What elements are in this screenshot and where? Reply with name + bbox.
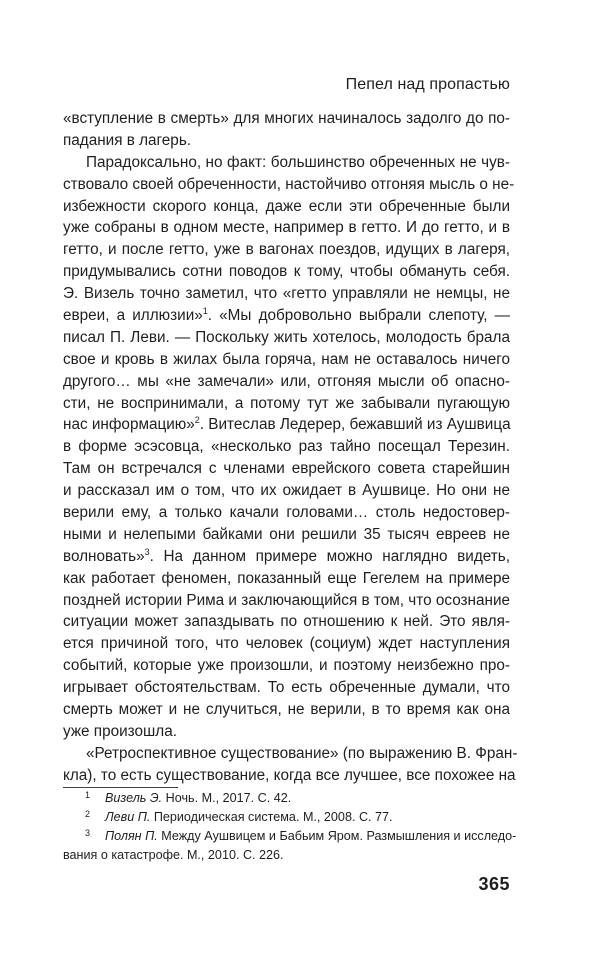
running-head: Пепел над пропастью [345,76,510,93]
text-line: ствовало своей обреченности, настойчиво отгоняя мысль о не- [63,175,515,193]
footnote-author: Визель Э. [105,791,163,805]
text-line: смерть может и не случиться, не верили, в то время как она [63,701,510,719]
text-line: ется причиной того, что человек (социум) ждет наступления [63,635,510,653]
text-fragment: . «Мы добровольно выбрали слепоту, — [207,307,510,325]
footnote-author: Полян П. [105,829,158,843]
text-line: гетто, и после гетто, уже в вагонах поездов, идущих в лагеря, [63,241,510,259]
text-line: событий, которые уже произошли, и поэтому неизбежно про- [63,657,510,675]
text-line: придумывались сотни поводов к тому, чтобы обмануть себя. [63,263,510,281]
text-fragment: волновать» [63,547,145,565]
footnote-2: 2 Леви П. Периодическая система. М., 2008. С. 77. [85,809,393,824]
footnotes [63,789,517,865]
text-line: поздней истории Рима и заключающийся в том, что осознание [63,591,510,609]
text-line: уже произошла. [63,722,177,740]
text-line [63,546,510,568]
text-fragment: евреи, а иллюзии» [63,307,203,325]
text-line: верили ему, а только качали головами… столь недостовер- [63,504,510,522]
text-fragment: . Витеслав Ледерер, бежавший из Аушвица [199,416,511,434]
text-line: кла), то есть существование, когда все лучшее, все похожее на [63,766,516,784]
footnote-text: Между Аушвицем и Бабьим Яром. Размышления и исследо- [157,829,517,843]
text-line: Э. Визель точно заметил, что «гетто управляли не немцы, не [63,285,510,303]
text-line: другого… мы «не замечали» или, отгоняя мысли об опасно- [63,372,510,390]
text-line: избежности скорого конца, даже если эти обреченные были [63,197,510,215]
text-line: «Ретроспективное существование» (по выражению В. Фран- [86,744,518,762]
text-line: игрывает обстоятельствам. То есть обреченные думали, что [63,679,510,697]
text-fragment: нас информацию» [63,416,195,434]
text-line: свое и кровь в жилах была горяча, нам не оставалось ничего [63,350,510,368]
text-line [63,414,510,436]
footnote-ref-1: 1 [202,306,208,317]
footnote-1: 1 Визель Э. Ночь. М., 2017. С. 42. [85,790,292,805]
footnote-3-continuation: вания о катастрофе. М., 2010. С. 226. [63,848,284,862]
footnote-ref-3: 3 [144,546,150,557]
text-line [63,305,510,327]
text-line: ситуации может запаздывать по отношению к ней. Это явля- [63,613,510,631]
text-line: уже собраны в одном месте, например в гетто. И до гетто, и в [63,219,510,237]
text-line: ными и нелепыми байками они решили 35 тысяч евреев не [63,525,510,543]
text-line: Там он встречался с членами еврейского совета старейшин [63,460,510,478]
body-text [63,108,518,787]
text-line: Парадоксально, но факт: большинство обреченных не чув- [86,153,510,171]
footnote-3: 3 Полян П. Между Аушвицем и Бабьим Яром. Размышления и исследо- [85,828,517,843]
text-line: как работает феномен, показанный еще Гегелем на примере [63,569,510,587]
footnote-text: Периодическая система. М., 2008. С. 77. [150,810,393,824]
text-line: сти, не воспринимали, а потому тут же забывали пугающую [63,394,510,412]
footnote-ref-2: 2 [194,415,200,426]
text-line: писал П. Леви. — Поскольку жить хотелось, молодость брала [63,328,510,346]
footnote-author: Леви П. [105,810,151,824]
text-line: в форме эсэсовца, «несколько раз тайно посещал Терезин. [63,438,510,456]
footnote-divider [63,787,178,788]
text-line: падания в лагерь. [63,131,192,149]
page-number: 365 [478,874,510,894]
text-fragment: . На данном примере можно наглядно видеть, [149,547,510,565]
footnote-text: Ночь. М., 2017. С. 42. [162,791,292,805]
text-line: и рассказал им о том, что их ожидает в Аушвице. Но они не [63,482,510,500]
text-line: «вступление в смерть» для многих начиналось задолго до по- [63,110,510,127]
